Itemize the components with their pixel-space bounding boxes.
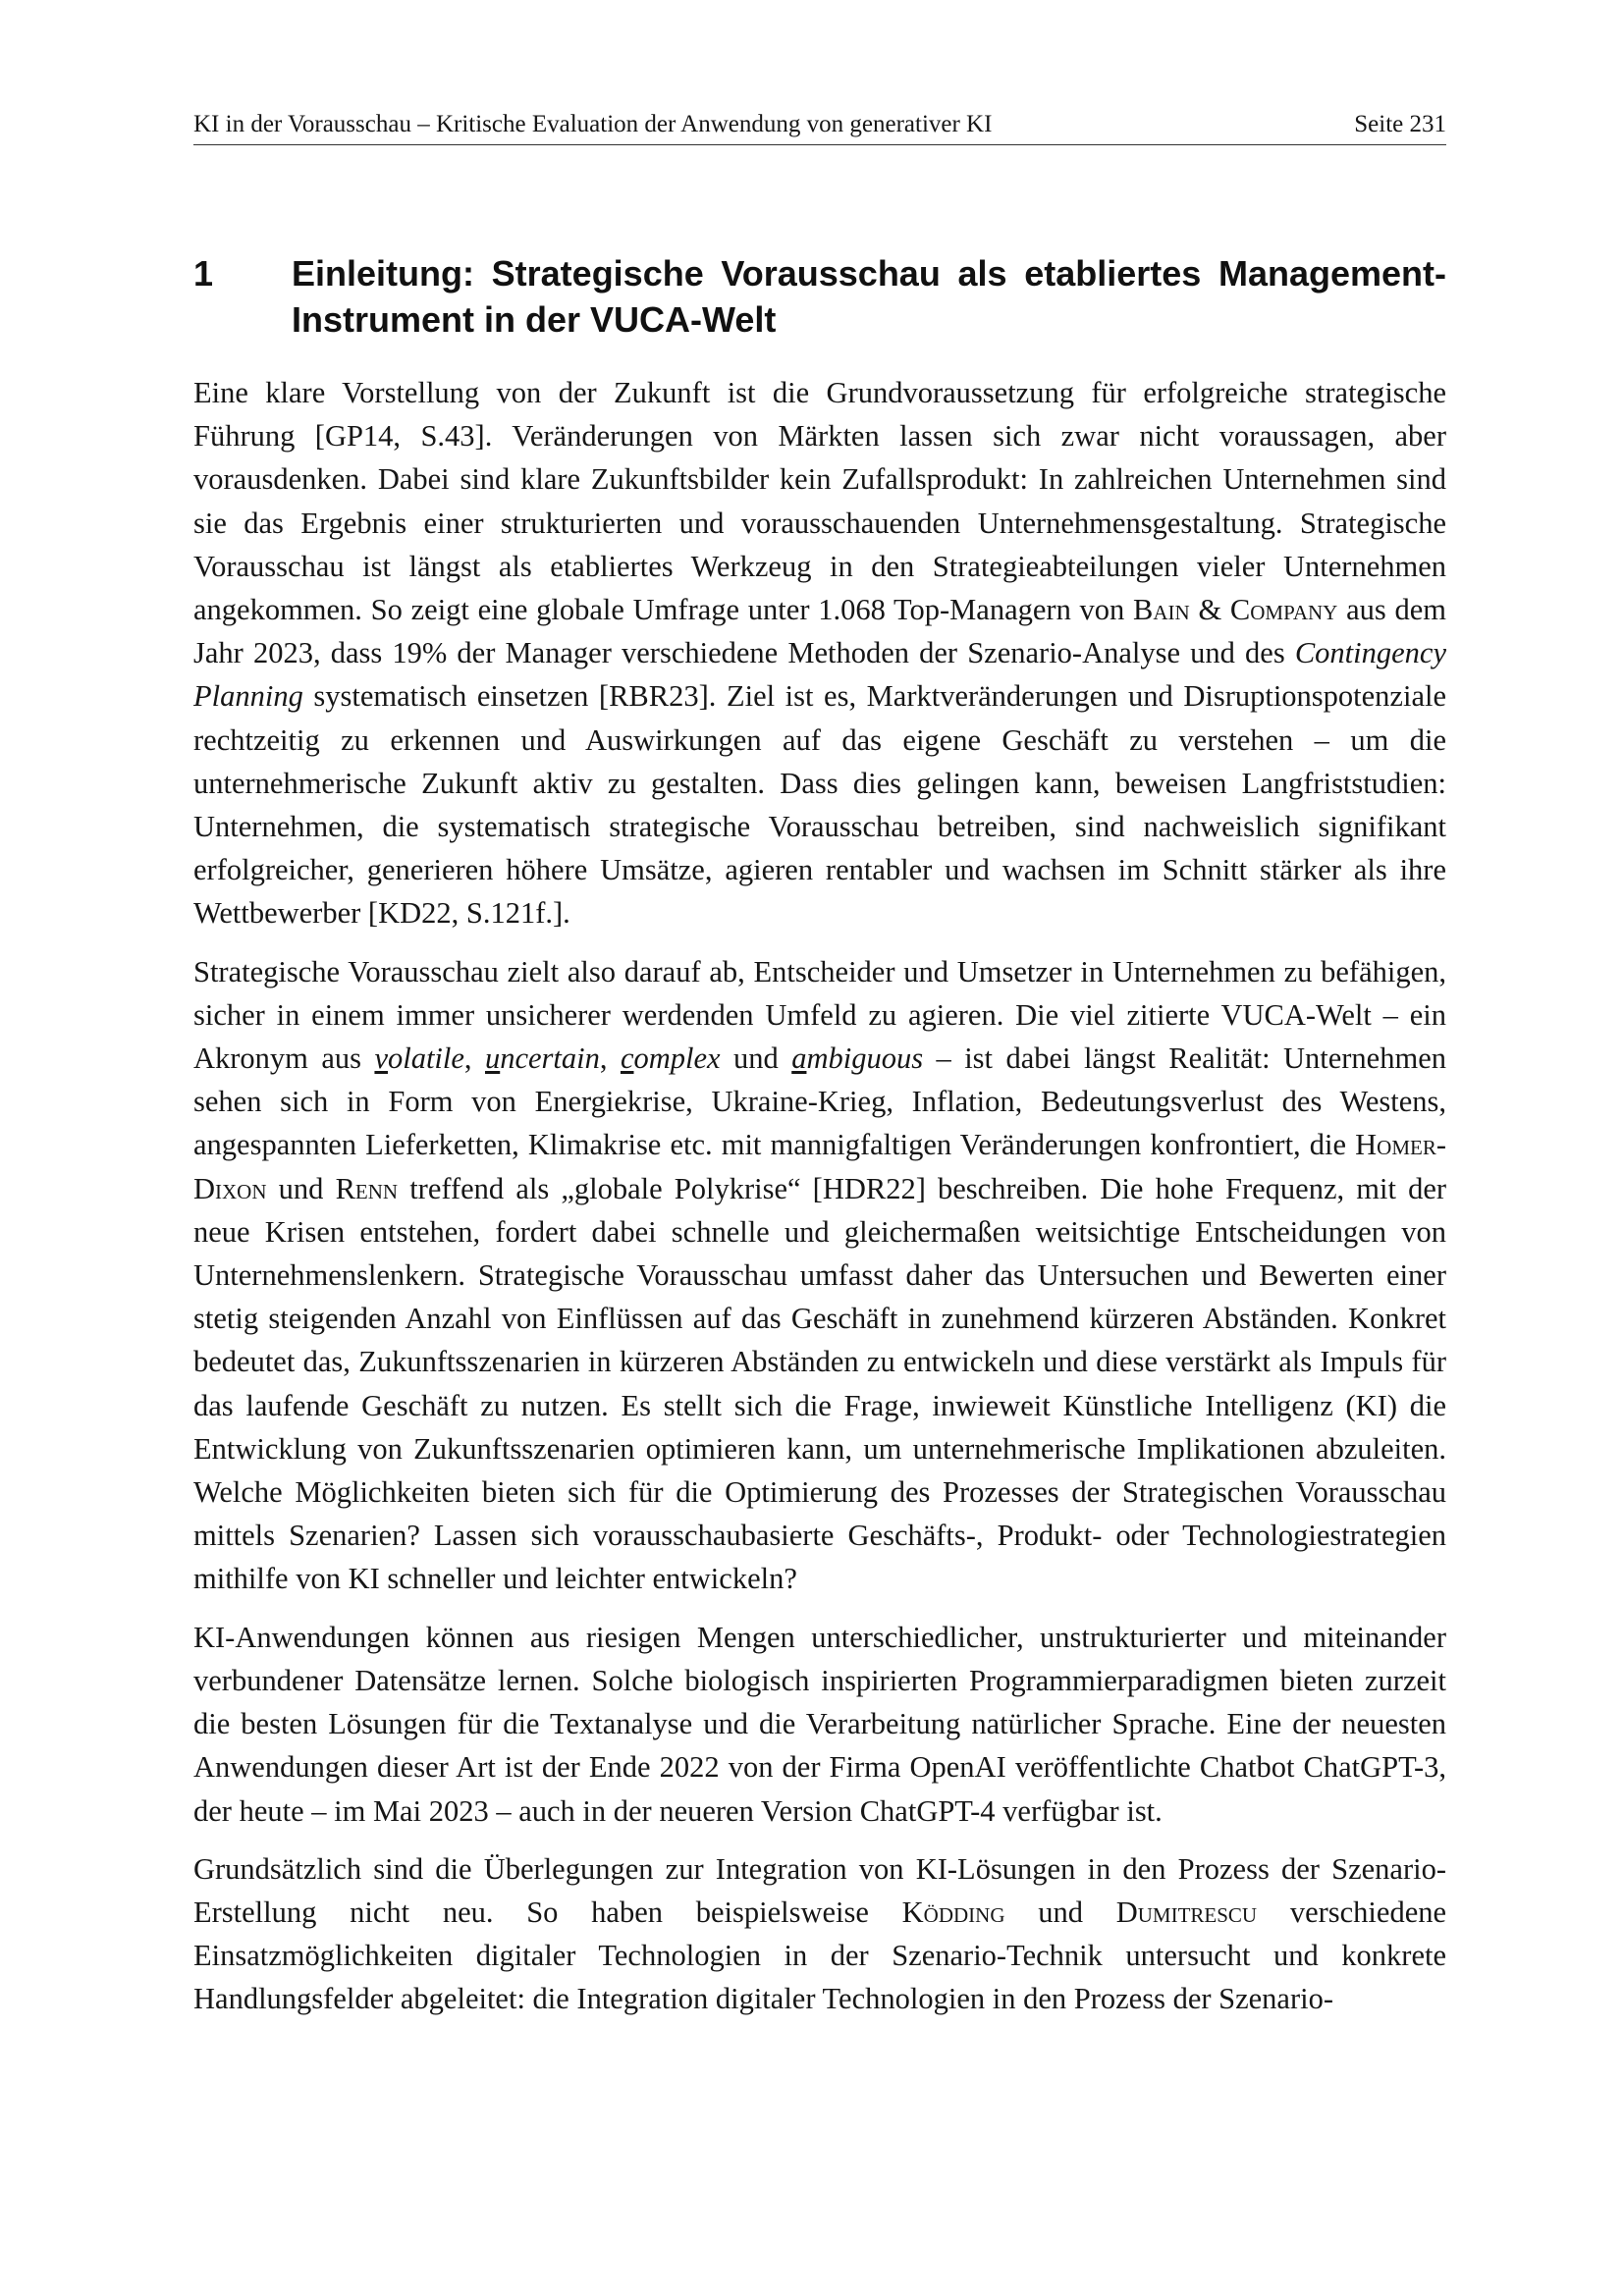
section-number: 1 — [193, 253, 214, 294]
text-run: Dumitrescu — [1115, 1895, 1258, 1929]
paragraph — [193, 1847, 1446, 2021]
text-run: a — [791, 1041, 807, 1076]
running-header-title: KI in der Vorausschau – Kritische Evaluation der Anwendung von generativer KI — [193, 111, 993, 137]
text-run: und — [266, 1171, 336, 1205]
text-run: aus dem Jahr 2023, dass 19% der Manager verschiedene Methoden der Szenario-Analyse und des — [193, 593, 1446, 670]
section-heading — [193, 250, 1446, 343]
text-run: systematisch einsetzen [RBR23]. Ziel ist es, Marktveränderungen und Disruptionspotenziale rechtzeitig zu erkennen und Auswirkungen auf das eigene Geschäft zu verstehen – um die unternehmerische Zukunft aktiv zu gestalten. Dass dies gelingen kann, beweisen Langfriststudien: Unternehmen, die systematisch strategische Vorausschau betreiben, sind nachweislich signifikant erfolgreicher, generieren höhere Umsätze, agieren rentabler und wachsen im Schnitt stärker als ihre Wettbewerber [KD22, S.121f.]. — [193, 679, 1446, 931]
text-run: und — [720, 1041, 792, 1076]
body-text — [193, 371, 1446, 2036]
text-run: u — [484, 1041, 501, 1076]
text-run: Homer-Dixon — [193, 1128, 1446, 1205]
text-run: olatile — [387, 1041, 464, 1076]
running-header — [193, 105, 1446, 145]
text-run: Strategische Vorausschau zielt also darauf ab, Entscheider und Umsetzer in Unternehmen zu befähigen, sicher in einem immer unsicherer werdenden Umfeld zu agieren. Die viel zitierte VUCA-Welt – ein Akronym aus — [193, 954, 1446, 1076]
text-run: ncertain — [500, 1041, 600, 1076]
text-run: Bain & Company — [1133, 593, 1338, 627]
text-run: Contingency Planning — [193, 636, 1446, 714]
text-run: Eine klare Vorstellung von der Zukunft ist die Grundvoraussetzung für erfolgreiche strategische Führung [GP14, S.43]. Veränderungen von Märkten lassen sich zwar nicht voraussagen, aber vorausdenken. Dabei sind klare Zukunftsbilder kein Zufallsprodukt: In zahlreichen Unternehmen sind sie das Ergebnis einer strukturierten und vorausschauenden Unternehmensgestaltung. Strategische Vorausschau ist längst als etabliertes Werkzeug in den Strategieabteilungen vieler Unternehmen angekommen. So zeigt eine globale Umfrage unter 1.068 Top-Managern von — [193, 376, 1446, 627]
section-title: Einleitung: Strategische Vorausschau als etabliertes Management-Instrument in der VUCA-Welt — [292, 253, 1446, 340]
text-run: KI-Anwendungen können aus riesigen Mengen unterschiedlicher, unstrukturierter und miteinander verbundener Datensätze lernen. Solche biologisch inspirierten Programmierparadigmen bieten zurzeit die besten Lösungen für die Textanalyse und die Verarbeitung natürlicher Sprache. Eine der neuesten Anwendungen dieser Art ist der Ende 2022 von der Firma OpenAI veröffentlichte Chatbot ChatGPT-3, der heute – im Mai 2023 – auch in der neueren Version ChatGPT-4 verfügbar ist. — [193, 1620, 1446, 1828]
paragraph — [193, 371, 1446, 935]
text-run: und — [1004, 1895, 1116, 1929]
text-run: omplex — [633, 1041, 721, 1076]
text-run: Ködding — [901, 1895, 1005, 1929]
text-run: Renn — [335, 1171, 399, 1205]
text-run: , — [463, 1041, 485, 1076]
paragraph — [193, 950, 1446, 1601]
text-run: mbiguous — [806, 1041, 924, 1076]
text-run: , — [599, 1041, 621, 1076]
text-run: Grundsätzlich sind die Überlegungen zur Integration von KI-Lösungen in den Prozess der Szenario-Erstellung nicht neu. So haben beispielsweise — [193, 1851, 1446, 1929]
text-run: – ist dabei längst Realität: Unternehmen sehen sich in Form von Energiekrise, Ukraine-Krieg, Inflation, Bedeutungsverlust des Westens, angespannten Lieferketten, Klimakrise etc. mit mannigfaltigen Veränderungen konfrontiert, die — [193, 1041, 1446, 1162]
text-run: c — [620, 1041, 634, 1076]
text-run: verschiedene Einsatzmöglichkeiten digitaler Technologien in der Szenario-Technik untersucht und konkrete Handlungsfelder abgeleitet: die Integration digitaler Technologien in den Prozess der Szenario- — [193, 1895, 1447, 2016]
text-run: treffend als „globale Polykrise“ [HDR22] beschreiben. Die hohe Frequenz, mit der neue Krisen entstehen, fordert dabei schnelle und gleichermaßen weitsichtige Entscheidungen von Unternehmenslenkern. Strategische Vorausschau umfasst daher das Untersuchen und Bewerten einer stetig steigenden Anzahl von Einflüssen auf das Geschäft in zunehmend kürzeren Abständen. Konkret bedeutet das, Zukunftsszenarien in kürzeren Abständen zu entwickeln und diese verstärkt als Impuls für das laufende Geschäft zu nutzen. Es stellt sich die Frage, inwieweit Künstliche Intelligenz (KI) die Entwicklung von Zukunftsszenarien optimieren kann, um unternehmerische Implikationen abzuleiten. Welche Möglichkeiten bieten sich für die Optimierung des Prozesses der Strategischen Vorausschau mittels Szenarien? Lassen sich vorausschaubasierte Geschäfts-, Produkt- oder Technologiestrategien mithilfe von KI schneller und leichter entwickeln? — [193, 1171, 1447, 1596]
paragraph — [193, 1616, 1446, 1833]
page-number: Seite 231 — [1354, 111, 1446, 137]
text-run: v — [374, 1041, 388, 1076]
